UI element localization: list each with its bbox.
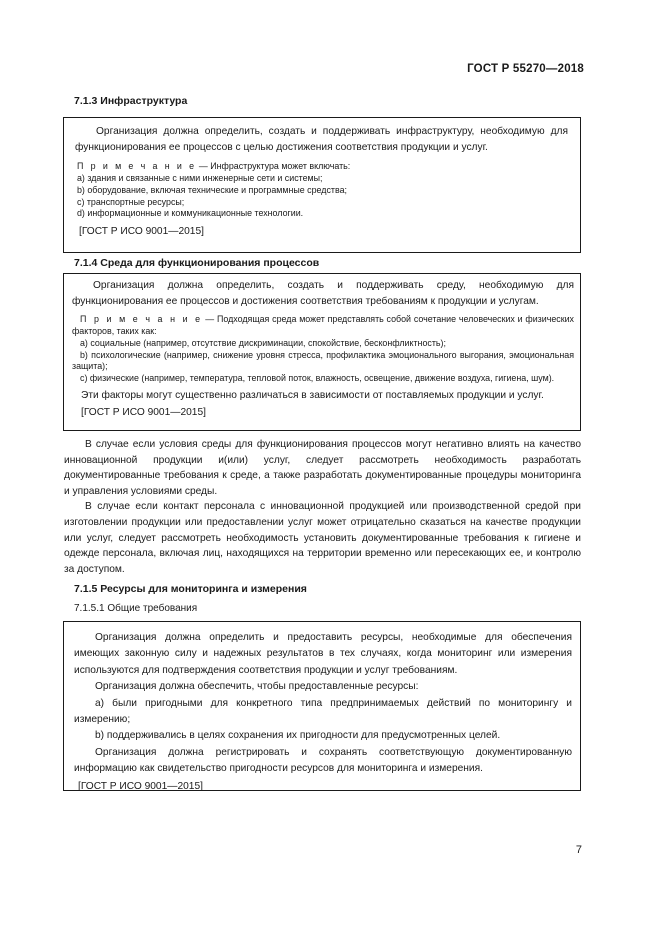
box-paragraph: Организация должна определить, создать и поддерживать среду, необходимую для функционирования ее процессов и достижения соответствия требованиям к продукции и услугам. (72, 280, 574, 307)
box-paragraph: Организация должна обеспечить, чтобы предоставленные ресурсы: (95, 681, 419, 693)
quote-box-infrastructure (63, 117, 581, 253)
body-text-environment (64, 437, 581, 577)
section-heading-7-1-3: 7.1.3 Инфраструктура (74, 95, 188, 107)
page-number: 7 (575, 844, 582, 856)
note (72, 314, 574, 338)
list-item: c) транспортные ресурсы; (77, 196, 185, 207)
quote-box-monitoring-resources (63, 621, 581, 791)
source-reference: [ГОСТ Р ИСО 9001—2015] (81, 406, 206, 418)
list-item: b) поддерживались в целях сохранения их пригодности для предусмотренных целей. (95, 730, 501, 742)
list-item: d) информационные и коммуникационные технологии. (77, 208, 304, 219)
source-reference: [ГОСТ Р ИСО 9001—2015] (78, 780, 203, 792)
list-item: b) психологические (например, снижение уровня стресса, профилактика эмоционального выгорания, эмоциональная защита); (72, 349, 574, 372)
source-reference: [ГОСТ Р ИСО 9001—2015] (79, 226, 204, 238)
list-item: a) были пригодными для конкретного типа предпринимаемых действий по мониторингу и измерению; (74, 697, 572, 726)
note-text: — Подходящая среда может представлять собой сочетание человеческих и физических факторов, таких как: (72, 314, 574, 336)
list-item: a) социальные (например, отсутствие дискриминации, спокойствие, бесконфликтность); (80, 337, 446, 348)
box-paragraph: Организация должна регистрировать и сохранять соответствующую документированную информацию как свидетельство пригодности ресурсов для мониторинга и измерения. (74, 746, 572, 775)
section-heading-7-1-4: 7.1.4 Среда для функционирования процессов (74, 257, 320, 269)
list-item: c) физические (например, температура, тепловой поток, влажность, освещение, движение воздуха, гигиена, шум). (80, 373, 555, 384)
body-paragraph: В случае если условия среды для функционирования процессов могут негативно влиять на качество инновационной продукции и(или) услуг, следует рассмотреть необходимость разработать документированные требования к среде, а также разработать документированные процедуры мониторинга и управления условиями среды. (64, 439, 581, 497)
subsection-heading-7-1-5-1: 7.1.5.1 Общие требования (74, 603, 198, 614)
body-paragraph: В случае если контакт персонала с инновационной продукцией или производственной средой при изготовлении продукции или предоставлении услуг может отрицательно сказаться на качестве продукции или услуг, следует рассмотреть необходимость установить документированные требования к гигиене и одежде персонала, включая лиц, находящихся на территории временно или пересекающих ее, и контролю за доступом. (64, 501, 581, 575)
factors-paragraph: Эти факторы могут существенно различаться в зависимости от поставляемых продукции и услуг. (81, 389, 544, 401)
note-label: П р и м е ч а н и е (80, 314, 203, 325)
list-item: b) оборудование, включая технические и программные средства; (77, 184, 347, 195)
section-heading-7-1-5: 7.1.5 Ресурсы для мониторинга и измерения (74, 583, 307, 595)
note-label: П р и м е ч а н и е (77, 161, 197, 172)
box-paragraph: Организация должна определить и предоставить ресурсы, необходимые для обеспечения имеющих законную силу и надежных результатов в тех случаях, когда мониторинг или измерения используются для подтверждения соответствия продукции и услуг требованиям. (74, 632, 572, 676)
box-paragraph: Организация должна определить, создать и поддерживать инфраструктуру, необходимую для функционирования ее процессов с целью достижения соответствия продукции и услуг. (75, 126, 568, 153)
list-item: a) здания и связанные с ними инженерные сети и системы; (77, 172, 323, 183)
quote-box-environment (63, 273, 581, 431)
note-text: — Инфраструктура может включать: (196, 161, 351, 172)
note (75, 161, 568, 173)
document-id: ГОСТ Р 55270—2018 (467, 63, 584, 75)
